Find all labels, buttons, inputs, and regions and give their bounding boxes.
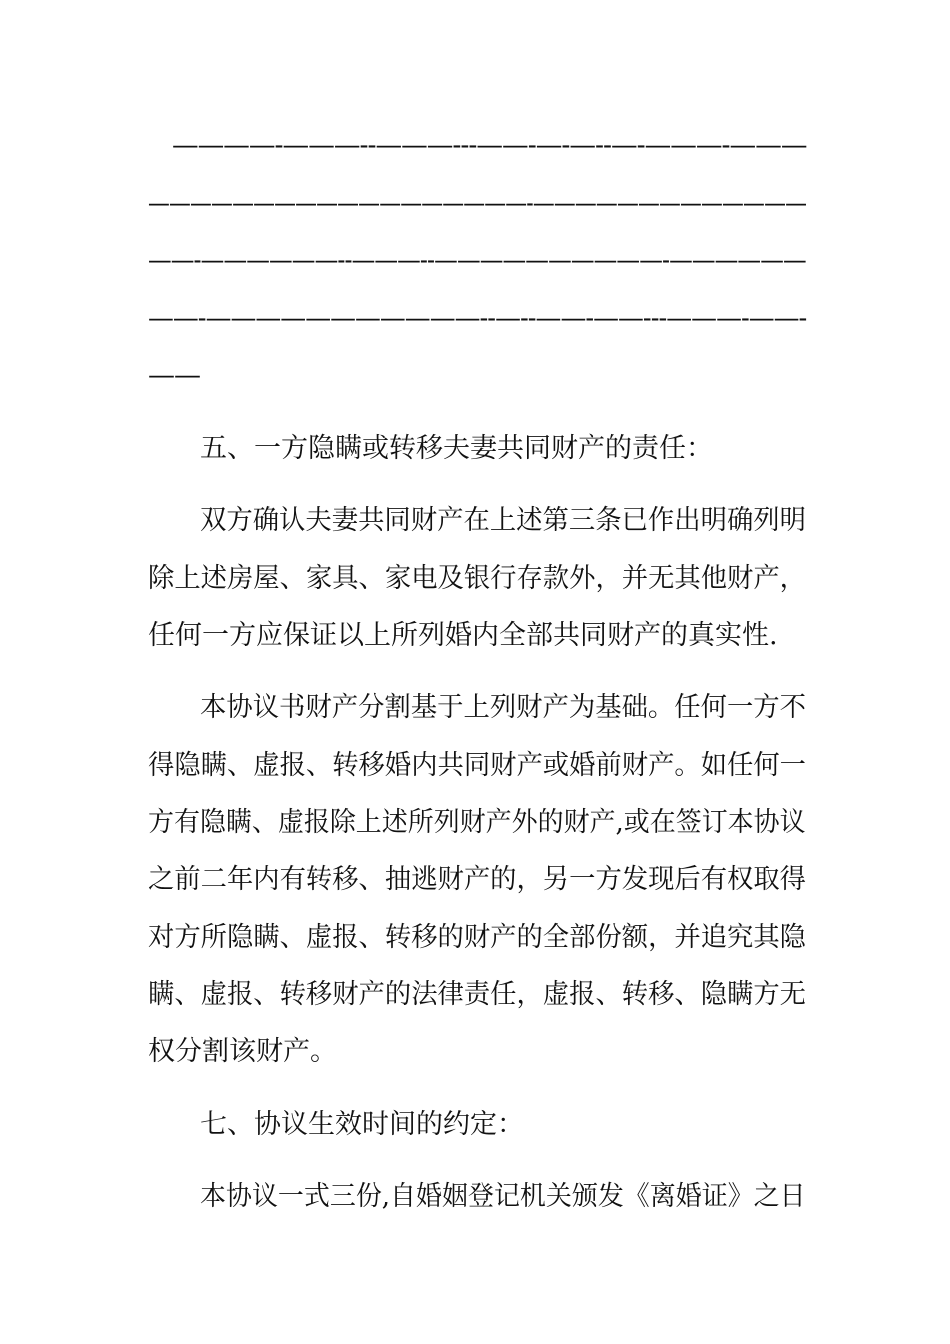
paragraph-2-line-7: 权分割该财产。 bbox=[148, 1036, 337, 1067]
paragraph-1-line-1: 双方确认夫妻共同财产在上述第三条已作出明确列明 bbox=[200, 505, 806, 536]
paragraph-2-line-5: 对方所隐瞒、虚报、转移的财产的全部份额，并追究其隐 bbox=[148, 922, 806, 953]
paragraph-2-line-1: 本协议书财产分割基于上列财产为基础。任何一方不 bbox=[200, 692, 806, 723]
paragraph-2-line-6: 瞒、虚报、转移财产的法律责任，虚报、转移、隐瞒方无 bbox=[148, 979, 806, 1010]
section-seven-heading: 七、协议生效时间的约定： bbox=[200, 1109, 524, 1140]
dash-line-5: —— bbox=[148, 360, 200, 391]
paragraph-3-line-1: 本协议一式三份,自婚姻登记机关颁发《离婚证》之日 bbox=[200, 1181, 806, 1212]
dash-line-3: ——-——————--———--——————————-—————— bbox=[148, 245, 806, 276]
dash-line-2: ——————————————————-————————————— bbox=[148, 188, 807, 219]
paragraph-2-line-2: 得隐瞒、虚报、转移婚内共同财产或婚前财产。如任何一 bbox=[148, 750, 806, 781]
paragraph-2-line-3: 方有隐瞒、虚报除上述所列财产外的财产,或在签订本协议 bbox=[148, 807, 806, 838]
dash-line-1: ————-———--———---——-—-—--—-———-——— bbox=[172, 130, 807, 161]
section-five-heading: 五、一方隐瞒或转移夫妻共同财产的责任： bbox=[200, 433, 713, 464]
paragraph-1-line-3: 任何一方应保证以上所列婚内全部共同财产的真实性. bbox=[148, 620, 778, 651]
paragraph-2-line-4: 之前二年内有转移、抽逃财产的，另一方发现后有权取得 bbox=[148, 864, 806, 895]
paragraph-1-line-2: 除上述房屋、家具、家电及银行存款外，并无其他财产， bbox=[148, 563, 806, 594]
dash-line-4: ——-———————————--—--——-——---———-——- bbox=[148, 303, 807, 334]
